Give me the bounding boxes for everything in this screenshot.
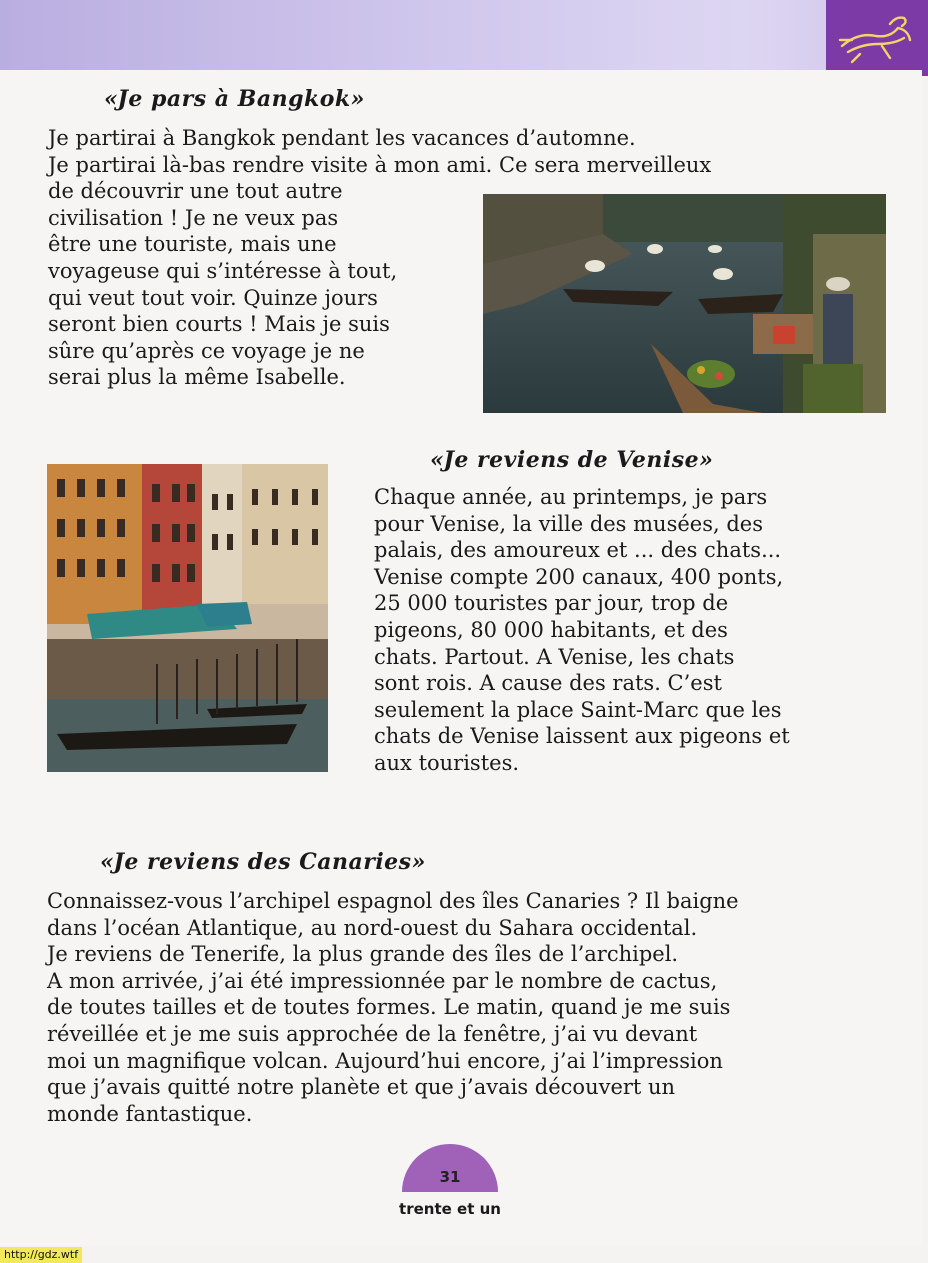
text-line: qui veut tout voir. Quinze jours [48, 285, 378, 310]
text-line: aux touristes. [374, 750, 520, 775]
venise-heading: «Je reviens de Venise» [430, 447, 714, 473]
text-line: serai plus la même Isabelle. [48, 365, 346, 390]
text-line: seulement la place Saint-Marc que les [374, 697, 782, 722]
bangkok-floating-market-photo [483, 194, 886, 413]
text-line: A mon arrivée, j’ai été impressionnée par le nombre de cactus, [47, 968, 718, 993]
text-line: moi un magnifique volcan. Aujourd’hui encore, j’ai l’impression [47, 1048, 723, 1073]
venice-canal-photo [47, 464, 328, 772]
source-link[interactable]: http://gdz.wtf [0, 1247, 82, 1263]
text-line: seront bien courts ! Mais je suis [48, 312, 390, 337]
text-line: sûre qu’après ce voyage je ne [48, 338, 365, 363]
page-number-words: trente et un [399, 1200, 501, 1218]
text-line: Je reviens de Tenerife, la plus grande des îles de l’archipel. [47, 942, 679, 967]
text-line: Chaque année, au printemps, je pars [374, 485, 768, 509]
running-hare-icon [838, 10, 916, 66]
text-line: que j’avais quitté notre planète et que j’avais découvert un [47, 1075, 676, 1100]
page-number-badge: 31 [402, 1144, 498, 1192]
bangkok-heading: «Je pars à Bangkok» [104, 86, 365, 112]
canaries-heading: «Je reviens des Canaries» [100, 849, 426, 875]
text-line: 25 000 touristes par jour, trop de [374, 591, 729, 616]
text-line: chats. Partout. A Venise, les chats [374, 644, 735, 669]
text-line: dans l’océan Atlantique, au nord-ouest du Sahara occidental. [47, 915, 698, 940]
text-line: chats de Venise laissent aux pigeons et [374, 724, 790, 749]
logo-badge [826, 0, 928, 76]
text-line: Connaissez-vous l’archipel espagnol des îles Canaries ? Il baigne [47, 889, 739, 913]
text-line: de découvrir une tout autre [48, 179, 343, 204]
text-line: Je partirai à Bangkok pendant les vacances d’automne. [48, 126, 636, 150]
text-line: civilisation ! Je ne veux pas [48, 205, 339, 230]
text-line: sont rois. A cause des rats. C’est [374, 671, 722, 696]
text-line: monde fantastique. [47, 1101, 253, 1126]
text-line: de toutes tailles et de toutes formes. Le matin, quand je me suis [47, 995, 731, 1020]
text-line: Venise compte 200 canaux, 400 ponts, [374, 564, 784, 589]
text-line: être une touriste, mais une [48, 232, 337, 257]
top-band [0, 0, 928, 70]
text-line: palais, des amoureux et ... des chats... [374, 538, 782, 563]
text-line: réveillée et je me suis approchée de la fenêtre, j’ai vu devant [47, 1021, 698, 1046]
text-line: pigeons, 80 000 habitants, et des [374, 617, 728, 642]
text-line: Je partirai là-bas rendre visite à mon ami. Ce sera merveilleux [48, 152, 712, 177]
text-line: pour Venise, la ville des musées, des [374, 511, 763, 536]
venise-text [374, 484, 790, 777]
canaries-text [47, 888, 739, 1127]
text-line: voyageuse qui s’intéresse à tout, [48, 258, 398, 283]
